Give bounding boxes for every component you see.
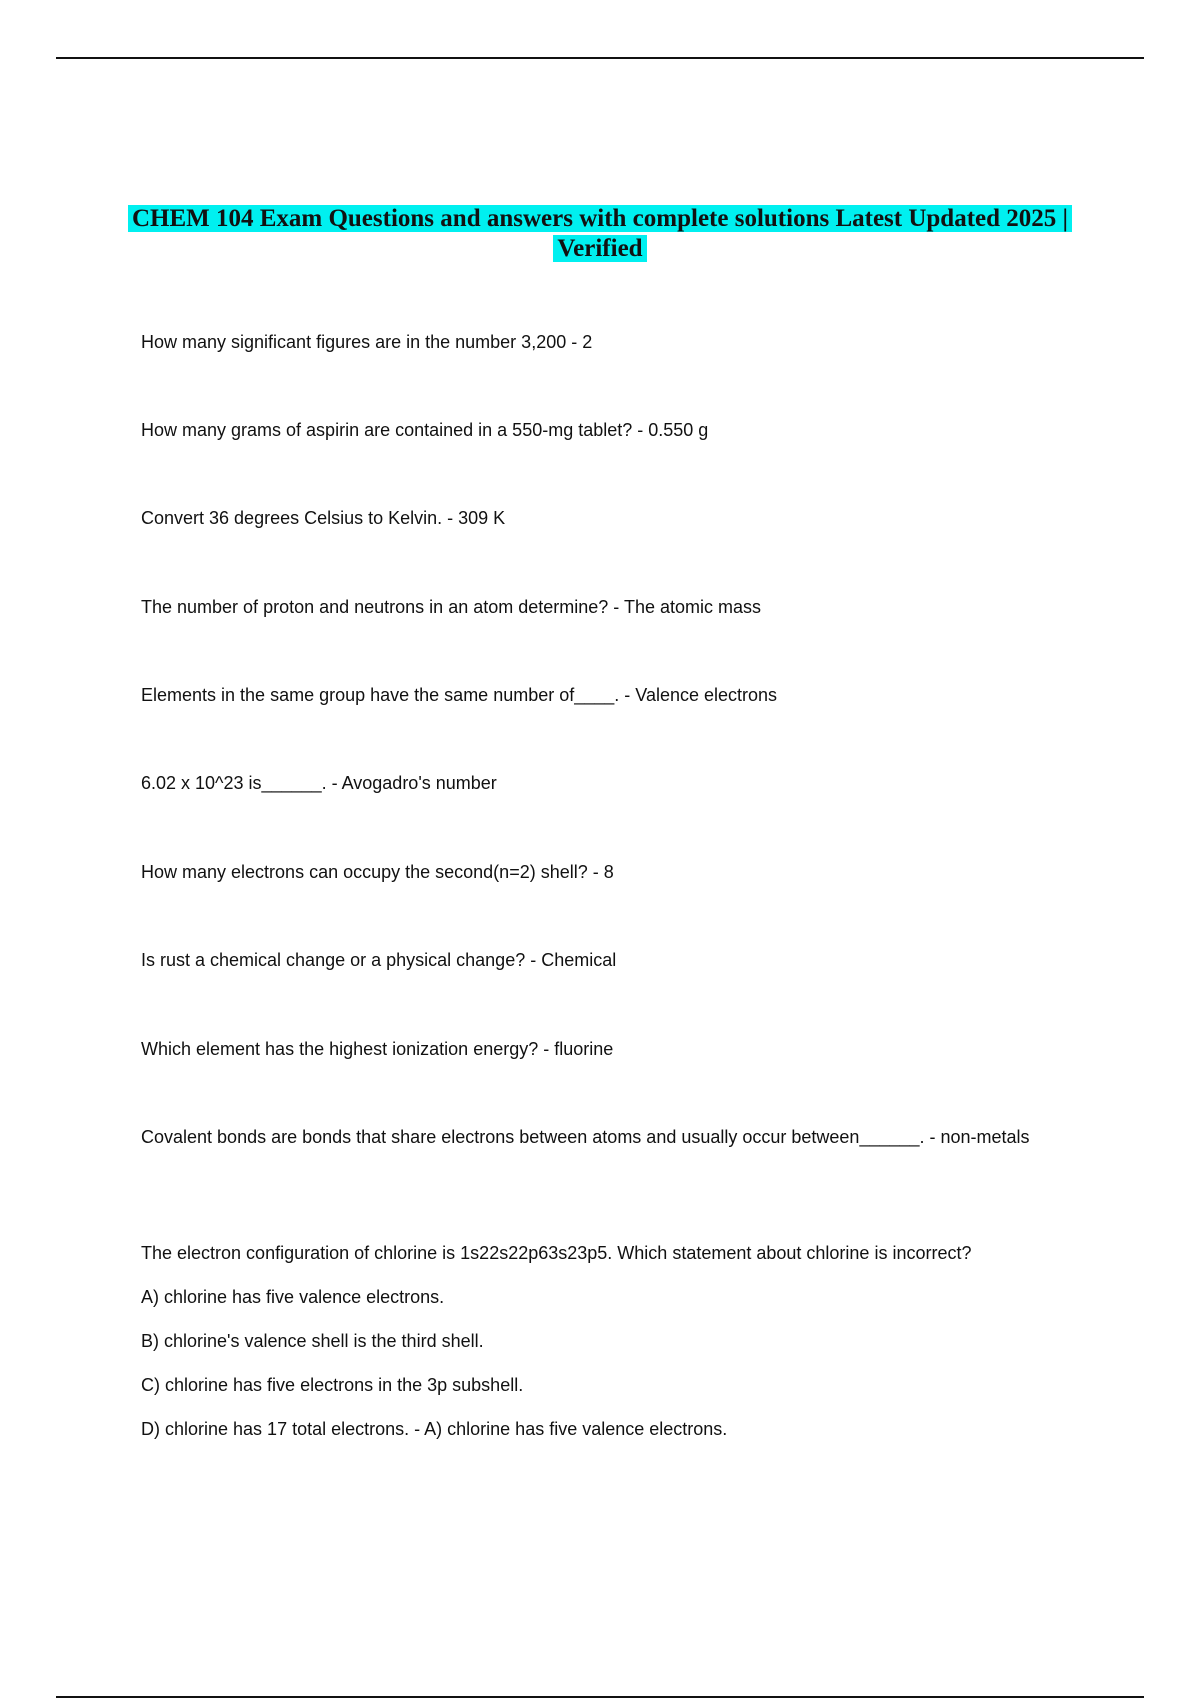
qa-text: Is rust a chemical change or a physical change? - Chemical xyxy=(141,950,617,970)
qa-text: Covalent bonds are bonds that share electrons between atoms and usually occur between______. - non-metals xyxy=(141,1127,1030,1147)
top-rule xyxy=(56,57,1144,59)
qa-item-10 xyxy=(141,1123,1071,1151)
qa-option-a: A) chlorine has five valence electrons. xyxy=(141,1287,445,1307)
qa-text: How many significant figures are in the number 3,200 - 2 xyxy=(141,332,593,352)
bottom-rule xyxy=(56,1696,1144,1698)
qa-text: How many grams of aspirin are contained in a 550-mg tablet? - 0.550 g xyxy=(141,420,709,440)
qa-item-6 xyxy=(141,769,1071,797)
qa-text: Convert 36 degrees Celsius to Kelvin. - 309 K xyxy=(141,508,506,528)
qa-option-c: C) chlorine has five electrons in the 3p subshell. xyxy=(141,1375,524,1395)
qa-item-4 xyxy=(141,593,1071,621)
qa-item-3 xyxy=(141,504,1071,532)
qa-item-1 xyxy=(141,328,1071,356)
qa-item-5 xyxy=(141,681,1071,709)
qa-option-d: D) chlorine has 17 total electrons. - A) chlorine has five valence electrons. xyxy=(141,1419,728,1439)
qa-text: Which element has the highest ionization energy? - fluorine xyxy=(141,1039,614,1059)
qa-item-11 xyxy=(141,1239,1071,1443)
qa-text: How many electrons can occupy the second(n=2) shell? - 8 xyxy=(141,862,614,882)
qa-item-7 xyxy=(141,858,1071,886)
qa-item-8 xyxy=(141,946,1071,974)
qa-text: 6.02 x 10^23 is______. - Avogadro's number xyxy=(141,773,497,793)
document-title xyxy=(120,204,1080,264)
qa-item-9 xyxy=(141,1035,1071,1063)
qa-text: Elements in the same group have the same number of____. - Valence electrons xyxy=(141,685,778,705)
qa-item-2 xyxy=(141,416,1071,444)
qa-text: The number of proton and neutrons in an atom determine? - The atomic mass xyxy=(141,597,761,617)
qa-question: The electron configuration of chlorine is 1s22s22p63s23p5. Which statement about chlorine is incorrect? xyxy=(141,1243,972,1263)
title-highlight: CHEM 104 Exam Questions and answers with complete solutions Latest Updated 2025 | Verified xyxy=(128,205,1072,262)
qa-option-b: B) chlorine's valence shell is the third shell. xyxy=(141,1331,484,1351)
